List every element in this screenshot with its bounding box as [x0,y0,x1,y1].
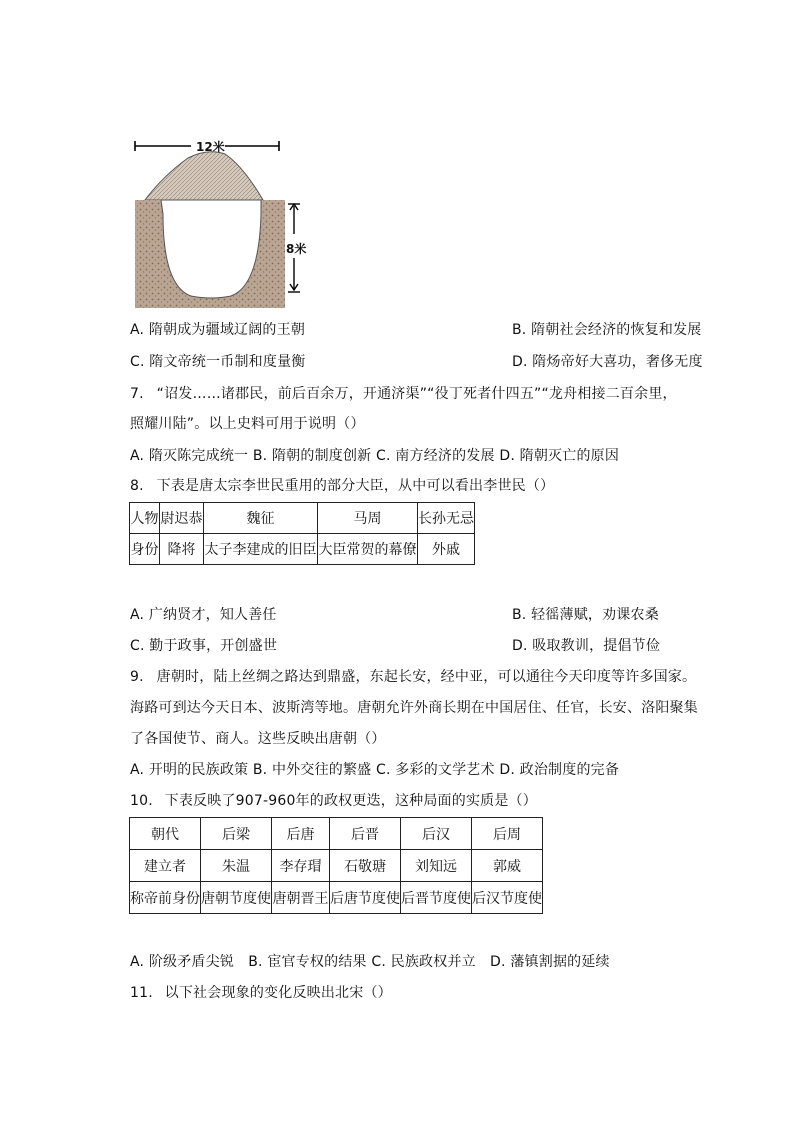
q8-option-b[interactable]: B. 轻徭薄赋，劝课农桑 [512,607,659,623]
q8-options-row2 [130,636,661,656]
q10-table [129,817,543,914]
q6-options-row2 [130,352,703,372]
q6-option-d[interactable]: D. 隋炀帝好大喜功，奢侈无度 [512,354,703,370]
q8-options-row1 [130,605,659,625]
q8-table-row: 人物 尉迟恭 魏征 马周 长孙无忌 [130,503,475,534]
q9-stem-line2: 海路可到达今天日本、波斯湾等地。唐朝允许外商长期在中国居住、任官，长安、洛阳聚集 [130,700,698,716]
q8-table-row: 身份 降将 太子李建成的旧臣 大臣常贺的幕僚 外戚 [130,534,475,565]
q7-number: 7. [130,386,144,402]
q10-table-row: 称帝前身份 唐朝节度使 唐朝晋王 后唐节度使 后晋节度使 后汉节度使 [130,882,543,914]
q9-stem-line3: 了各国使节、商人。这些反映出唐朝（） [130,731,386,747]
q8-option-c[interactable]: C. 勤于政事，开创盛世 [130,638,278,654]
depth-label: 8米 [286,242,307,256]
q10-options[interactable]: A. 阶级矛盾尖锐 B. 宦官专权的结果 C. 民族政权并立 D. 藩镇割据的延续 [130,954,610,970]
q10-table-row: 建立者 朱温 李存瑁 石敬瑭 刘知远 郭威 [130,850,543,882]
q11-number: 11. [130,985,153,1001]
q8-table [129,502,475,565]
q9-options[interactable]: A. 开明的民族政策 B. 中外交往的繁盛 C. 多彩的文学艺术 D. 政治制度的完备 [130,762,620,778]
q8-option-d[interactable]: D. 吸取教训，提倡节俭 [512,638,661,654]
earth-mound [145,152,263,200]
q10-table-row: 朝代 后梁 后唐 后晋 后汉 后周 [130,818,543,850]
pit-hole [161,200,261,298]
q6-options-row1 [130,320,702,340]
q8-number: 8. [130,478,144,494]
pit-diagram-figure [133,136,305,312]
q7-options[interactable]: A. 隋灭陈完成统一 B. 隋朝的制度创新 C. 南方经济的发展 D. 隋朝灭亡的原因 [130,448,620,464]
q6-option-c[interactable]: C. 隋文帝统一币制和度量衡 [130,354,306,370]
q8-option-a[interactable]: A. 广纳贤才，知人善任 [130,607,277,623]
q10-stem: 10. 下表反映了907-960年的政权更迭，这种局面的实质是（） [130,793,537,809]
q6-option-a[interactable]: A. 隋朝成为疆域辽阔的王朝 [130,322,306,338]
q7-stem-line1: 7. “诏发……诸郡民，前后百余万，开通济渠”“役丁死者什四五”“龙舟相接二百余里， [130,386,677,402]
q9-number: 9. [130,669,144,685]
q9-stem-line1: 9. 唐朝时，陆上丝绸之路达到鼎盛，东起长安，经中亚，可以通往今天印度等许多国家。 [130,669,697,685]
q10-number: 10. [130,793,153,809]
width-label: 12米 [196,140,225,154]
q8-stem: 8. 下表是唐太宗李世民重用的部分大臣，从中可以看出李世民（） [130,478,555,494]
q7-stem-line2: 照耀川陆”。以上史料可用于说明（） [130,416,365,432]
q6-option-b[interactable]: B. 隋朝社会经济的恢复和发展 [512,322,702,338]
q11-stem: 11. 以下社会现象的变化反映出北宋（） [130,985,392,1001]
